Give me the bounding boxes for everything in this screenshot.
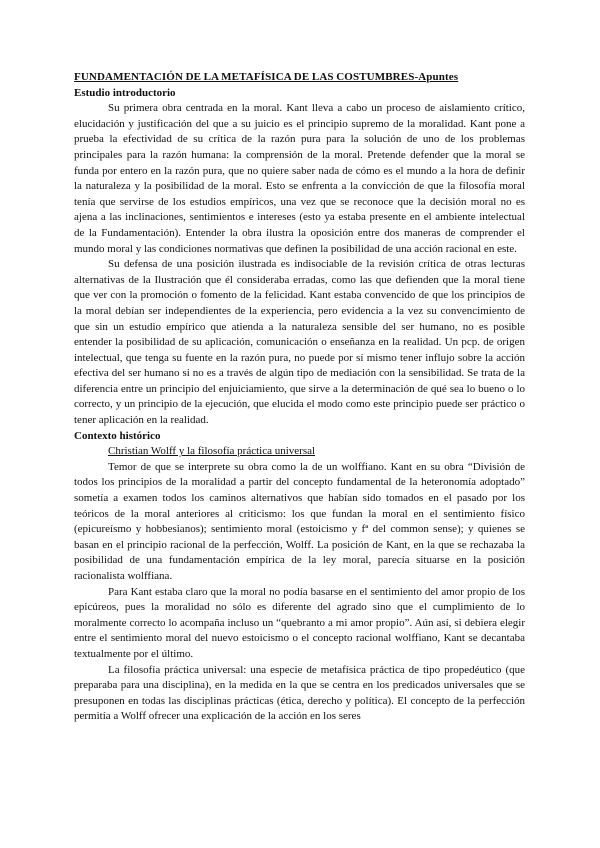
section-heading-contexto: Contexto histórico [74,429,161,442]
document-page [74,70,525,725]
paragraph-1: Su primera obra centrada en la moral. Kant lleva a cabo un proceso de aislamiento crítico, elucidación y justificación del que a su juicio es el principio supremo de la moralidad. Kant pone a prueba la efectividad de su crítica de la razón pura para la solución de uno de los problemas principales para la razón humana: la comprensión de la moral. Pretende defender que la moral se funda por entero en la razón pura, que no quiere saber nada de cómo es el mundo a la hora de definir la naturaleza y la posibilidad de la moral. Esto se enfrenta a la convicción de que la filosofía moral tenía que servirse de los estudios empíricos, una vez que se reconoce que la decisión moral no es ajena a las inclinaciones, sentimientos e intereses (esto ya estaba presente en el ambiente intelectual de la Fundamentación). Entender la obra ilustra la oposición entre dos maneras de comprender el mundo moral y las condiciones normativas que definen la posibilidad de una acción racional en este. [74,102,525,255]
paragraph-2: Su defensa de una posición ilustrada es indisociable de la revisión crítica de otras lecturas alternativas de la Ilustración que él consideraba erradas, como las que defienden que la moral tiene que ver con la promoción o fomento de la felicidad. Kant estaba convencido de que los principios de la moral debían ser independientes de la experiencia, pero evidencia a la vez su convencimiento de que sin un estudio empírico que atienda a la naturaleza sensible del ser humano, no es posible entender la posibilidad de su aplicación, comunicación o enseñanza en la realidad. Un pcp. de origen intelectual, que tenga su fuente en la razón pura, no puede por sí mismo tener influjo sobre la acción efectiva del ser humano si no es a través de algún tipo de mediación con la sensibilidad. Se trata de la diferencia entre un principio del enjuiciamiento, que sirve a la determinación de qué sea lo bueno o lo correcto, y un principio de la ejecución, que elucida el modo como este principio puede ser práctico o tener aplicación en la realidad. [74,258,525,427]
section-heading-estudio: Estudio introductorio [74,86,176,99]
paragraph-4: Para Kant estaba claro que la moral no podía basarse en el sentimiento del amor propio de los epicúreos, pues la moralidad no sólo es diferente del agrado sino que el cumplimiento de lo moralmente correcto lo acompaña incluso un “quebranto a mi amor propio”. Aún así, si debiera elegir entre el sentimiento moral del nuevo estoicismo o el concepto racional wolffiano, Kant se decantaba textualmente por el último. [74,585,525,660]
document-title: FUNDAMENTACIÓN DE LA METAFÍSICA DE LAS COSTUMBRES-Apuntes [74,71,459,83]
paragraph-3: Temor de que se interprete su obra como la de un wolffiano. Kant en su obra “División de todos los principios de la moralidad a partir del concepto fundamental de la heteronomía adoptado” sometía a examen todos los caminos alternativos que habían sido tomados en el pasado por los teóricos de la moral anteriores al criticismo: los que fundan la moral en el sentimiento físico (epicureísmo y hobbesianos); sentimiento moral (estoicismo y fª del common sense); y quienes se basan en el principio racional de la perfección, Wolff. La posición de Kant, en la que se rechazaba la posibilidad de una fundamentación empírica de la ley moral, parecía situarse en la posición racionalista wolffiana. [74,460,525,582]
paragraph-5: La filosofía práctica universal: una especie de metafísica práctica de tipo propedéutico (que preparaba para una disciplina), en la medida en la que se centra en los predicados universales que se presuponen en todas las disciplinas prácticas (ética, derecho y política). El concepto de la perfección permitía a Wolff ofrecer una explicación de la acción en los seres [74,663,525,723]
subheading-wolff: Christian Wolff y la filosofía práctica universal [108,445,316,458]
